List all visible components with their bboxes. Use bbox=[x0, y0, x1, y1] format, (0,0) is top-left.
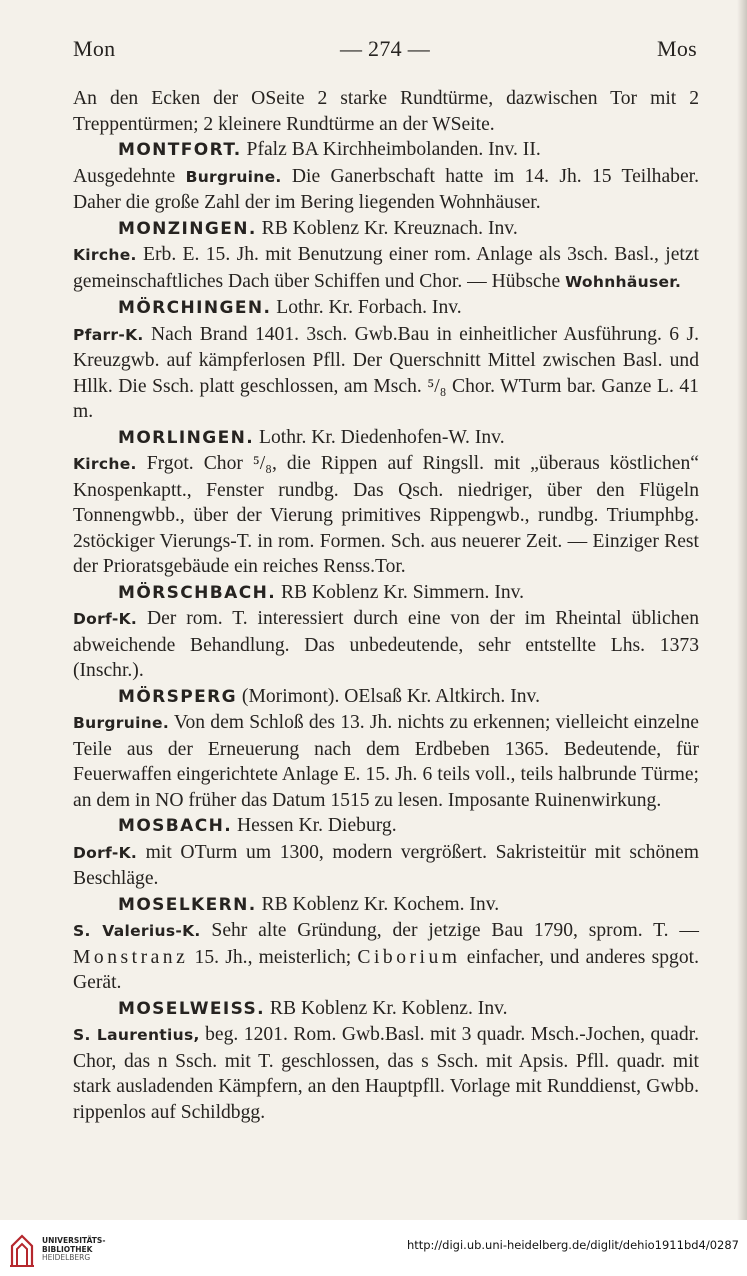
lemma: MORLINGEN. bbox=[118, 427, 255, 448]
fraction: ⁵/₈ bbox=[252, 453, 273, 474]
entry-text: Nach Brand 1401. 3sch. Gwb.Bau in einheitlicher Ausführung. 6 J. Kreuzgwb. auf kämpferlosen Pfll. Der Querschnitt Mittel zwischen Basl. und Hllk. Die Ssch. platt geschlossen, am Msch. bbox=[73, 323, 699, 397]
entry-location: Pfalz BA Kirchheimbolanden. Inv. II. bbox=[241, 139, 541, 160]
lemma: MÖRSCHBACH. bbox=[118, 582, 277, 603]
entry-monzingen-heading bbox=[73, 216, 699, 243]
page-number: — 274 — bbox=[339, 36, 431, 61]
entry-moerchingen-body bbox=[73, 322, 699, 425]
page-edge-shadow bbox=[737, 0, 747, 1220]
footer-bar bbox=[0, 1220, 747, 1276]
subhead: Kirche. bbox=[73, 455, 137, 473]
entry-moselweiss-body bbox=[73, 1022, 699, 1125]
subhead: Pfarr-K. bbox=[73, 325, 144, 344]
entry-text: einfacher, und anderes spgot. Gerät. bbox=[73, 946, 699, 993]
entry-location: Lothr. Kr. Forbach. Inv. bbox=[271, 297, 462, 318]
library-logo-icon bbox=[8, 1232, 36, 1268]
lemma: MÖRSPERG bbox=[118, 686, 238, 707]
subhead: Dorf-K. bbox=[73, 843, 138, 862]
running-head-left: Mon bbox=[73, 36, 116, 61]
entry-location: Hessen Kr. Dieburg. bbox=[232, 815, 397, 836]
entry-text: Sehr alte Gründung, der jetzige Bau 1790, sprom. T. — bbox=[200, 920, 699, 941]
library-name-line: HEIDELBERG bbox=[42, 1253, 91, 1262]
entry-location: (Morimont). OElsaß Kr. Altkirch. Inv. bbox=[237, 685, 540, 707]
entry-monzingen-body bbox=[73, 242, 699, 295]
lemma: MOSELKERN. bbox=[118, 894, 257, 915]
entry-morlingen-body bbox=[73, 451, 699, 580]
entry-montfort-body bbox=[73, 164, 699, 216]
entry-moersperg-body bbox=[73, 710, 699, 813]
subhead: S. Valerius-K. bbox=[73, 922, 201, 940]
entry-mosbach-body bbox=[73, 840, 699, 892]
entry-text: beg. 1201. Rom. Gwb.Basl. mit 3 quadr. Msch.-Jochen, quadr. Chor, das n Ssch. mit T. geschlossen, das s Ssch. mit Apsis. Pfll. quadr. mit stark ausladenden Kämpfern, an den Hauptpfll. Vorlage mit Runddienst, Gwbb. rippenlos auf Schildbgg. bbox=[73, 1024, 699, 1123]
entry-location: RB Koblenz Kr. Kochem. Inv. bbox=[256, 893, 500, 915]
entry-morlingen-heading bbox=[73, 425, 699, 452]
subhead: S. Laurentius, bbox=[73, 1026, 200, 1044]
entry-moselkern-heading bbox=[73, 892, 699, 919]
entry-text: Der rom. T. interessiert durch eine von der im Rheintal üblichen abweichende Behandlung. Das unbedeutende, sehr entstellte Lhs. 1373 (Inschr.). bbox=[73, 608, 699, 681]
intro-paragraph: An den Ecken der OSeite 2 starke Rundtürme, dazwischen Tor mit 2 Treppentürmen; 2 kleinere Rundtürme an der WSeite. bbox=[73, 88, 699, 135]
library-name-line: UNIVERSITÄTS- bbox=[42, 1236, 106, 1245]
subhead: Dorf-K. bbox=[73, 610, 138, 628]
entry-location: RB Koblenz Kr. Kreuznach. Inv. bbox=[256, 217, 518, 239]
permalink-url[interactable]: http://digi.ub.uni-heidelberg.de/diglit/dehio1911bd4/0287 bbox=[406, 1238, 739, 1252]
entry-text: Erb. E. 15. Jh. mit Benutzung einer rom. Anlage als 3sch. Basl., jetzt gemeinschaftliches Dach über Schiffen und Chor. — Hübsche bbox=[73, 244, 699, 292]
running-head bbox=[73, 36, 697, 66]
running-head-right: Mos bbox=[656, 36, 697, 61]
entry-text: mit OTurm um 1300, modern vergrößert. Sakristeitür mit schönem Beschläge. bbox=[73, 841, 699, 889]
entry-text: , die Rippen auf Ringsll. mit „überaus köstlichen“ Knospenkaptt., Fenster rundbg. Das Qsch. niedriger, über den Flügeln Tonnengwbb., über der Vierung primitives Rippengwb., rundbg. Triumphbg. 2stöckiger Vierungs-T. in rom. Formen. Sch. aus neuerer Zeit. — Einziger Rest der Prioratsgebäude ein reiches Renss.Tor. bbox=[73, 453, 699, 577]
subhead: Kirche. bbox=[73, 246, 137, 264]
subhead: Wohnhäuser. bbox=[565, 272, 682, 291]
lemma: MOSELWEISS. bbox=[118, 998, 266, 1019]
entry-moselkern-body bbox=[73, 918, 699, 996]
fraction: ⁵/₈ bbox=[427, 375, 447, 397]
spaced-term: Ciborium bbox=[357, 946, 461, 968]
subhead: Burgruine. bbox=[185, 167, 282, 186]
entry-moerchingen-heading bbox=[73, 295, 699, 322]
body-text bbox=[73, 86, 699, 1125]
entry-text: Von dem Schloß des 13. Jh. nichts zu erkennen; vielleicht einzelne Teile aus der Erneuerung nach dem Erdbeben 1365. Bedeutende, für Feuerwaffen eingerichtete Anlage E. 15. Jh. 6 teils voll., teils halbrunde Türme; an dem in NO früher das Datum 1515 zu lesen. Imposante Ruinenwirkung. bbox=[73, 712, 699, 811]
entry-text: Die Ganerbschaft hatte im 14. Jh. 15 Teilhaber. Daher die große Zahl der im Bering liegenden Wohnhäuser. bbox=[73, 165, 699, 213]
entry-moerschbach-heading bbox=[73, 580, 699, 607]
entry-mosbach-heading bbox=[73, 813, 699, 840]
lemma: MÖRCHINGEN. bbox=[118, 298, 272, 318]
entry-location: Lothr. Kr. Diedenhofen-W. Inv. bbox=[254, 426, 505, 448]
entry-moselweiss-heading bbox=[73, 996, 699, 1023]
lemma: MONTFORT. bbox=[118, 140, 242, 160]
entry-location: RB Koblenz Kr. Simmern. Inv. bbox=[276, 581, 525, 603]
entry-text: Chor. WTurm bar. Ganze L. 41 m. bbox=[73, 375, 699, 422]
spaced-term: Monstranz bbox=[73, 946, 189, 968]
lemma: MOSBACH. bbox=[118, 816, 233, 836]
entry-montfort-heading bbox=[73, 137, 699, 164]
lemma: MONZINGEN. bbox=[118, 218, 257, 239]
entry-location: RB Koblenz Kr. Koblenz. Inv. bbox=[265, 997, 508, 1019]
entry-text: 15. Jh., meisterlich; bbox=[188, 946, 358, 968]
library-name bbox=[42, 1237, 105, 1263]
library-name-line: BIBLIOTHEK bbox=[42, 1244, 93, 1254]
entry-text: Frgot. Chor bbox=[136, 453, 253, 474]
entry-moerschbach-body bbox=[73, 606, 699, 684]
entry-moersperg-heading bbox=[73, 684, 699, 711]
subhead: Burgruine. bbox=[73, 714, 170, 732]
entry-text: Ausgedehnte bbox=[73, 165, 186, 187]
